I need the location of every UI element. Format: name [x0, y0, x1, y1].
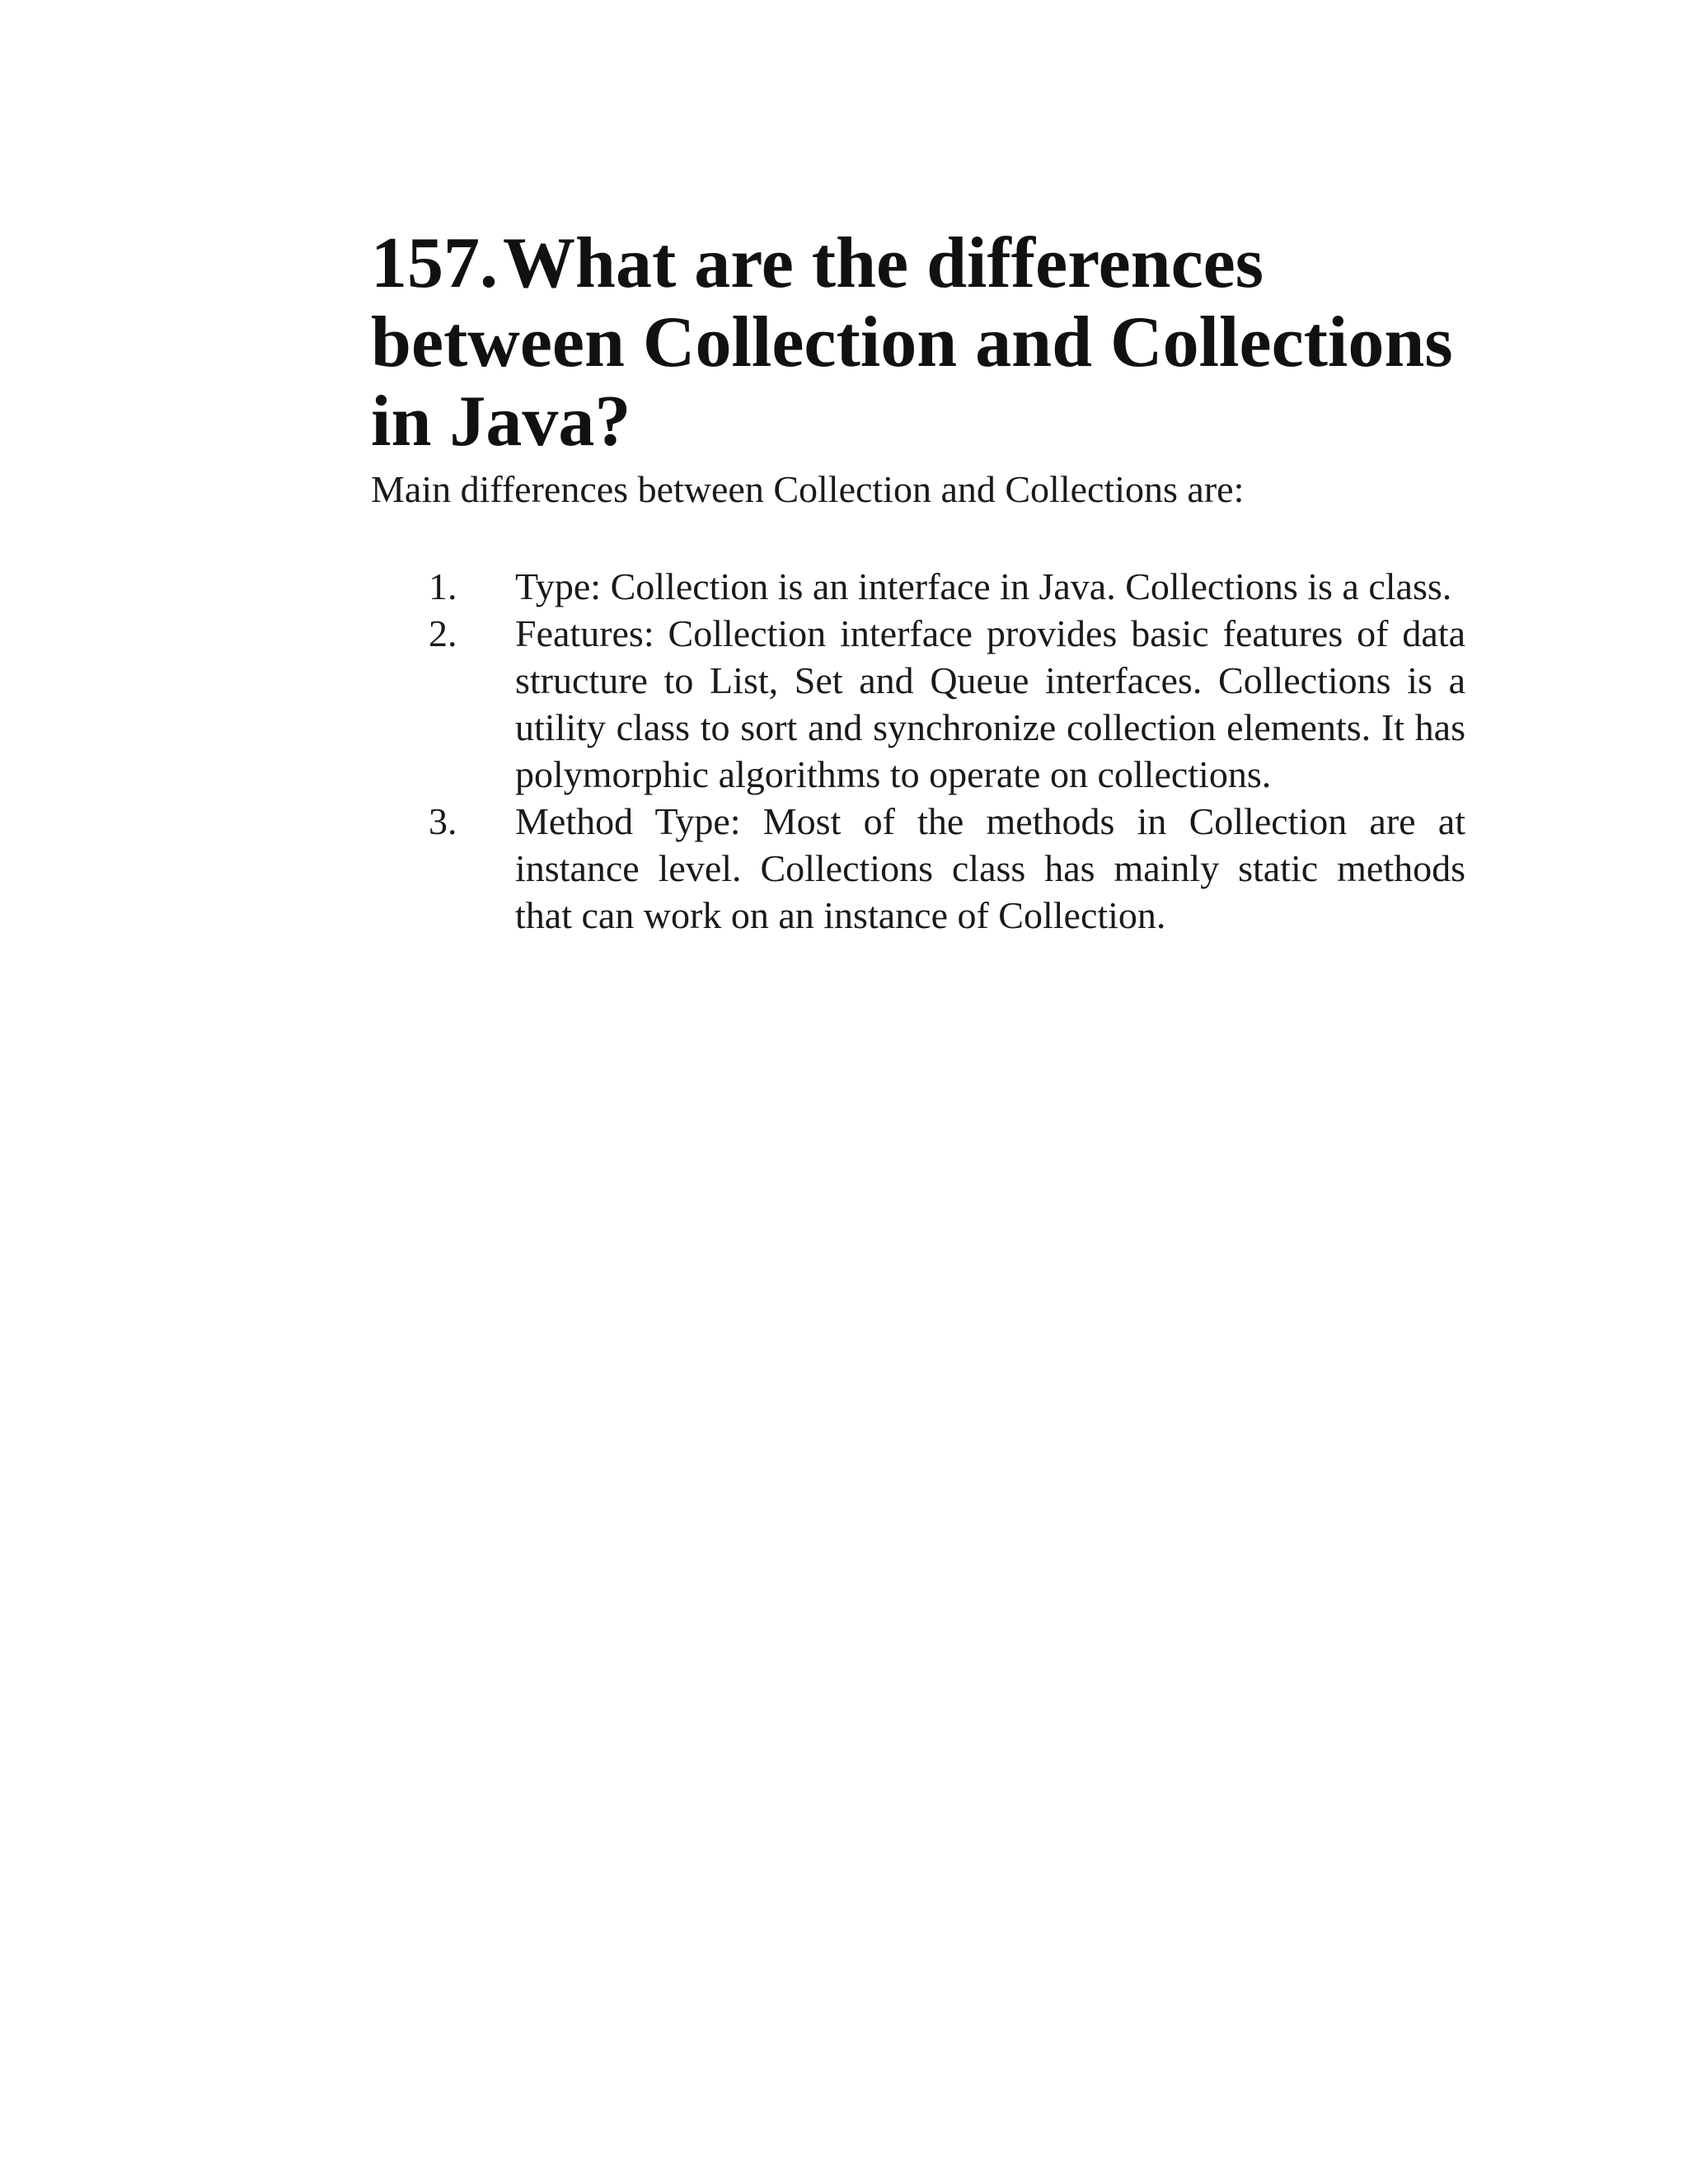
- list-item-text: Features: Collection interface provides basic features of data structure to List, Set and Queue interfaces. Collections is a utility class to sort and synchronize collection elements. It has polymorphic algorithms to operate on collections.: [515, 612, 1465, 795]
- question-title: What are the differences between Collection and Collections in Java?: [371, 223, 1453, 462]
- list-item-text: Method Type: Most of the methods in Collection are at instance level. Collections class has mainly static methods that can work on an instance of Collection.: [515, 800, 1465, 936]
- differences-list: [371, 563, 1465, 939]
- list-item: [371, 610, 1465, 798]
- list-item: [371, 563, 1465, 610]
- list-item-number: 3.: [429, 800, 457, 842]
- intro-paragraph: Main differences between Collection and Collections are:: [371, 468, 1245, 510]
- list-item-number: 2.: [429, 612, 457, 654]
- list-item: [371, 798, 1465, 939]
- question-number: 157.: [371, 223, 498, 303]
- list-item-number: 1.: [429, 565, 457, 607]
- question-heading: [371, 224, 1475, 462]
- list-item-text: Type: Collection is an interface in Java. Collections is a class.: [515, 565, 1452, 607]
